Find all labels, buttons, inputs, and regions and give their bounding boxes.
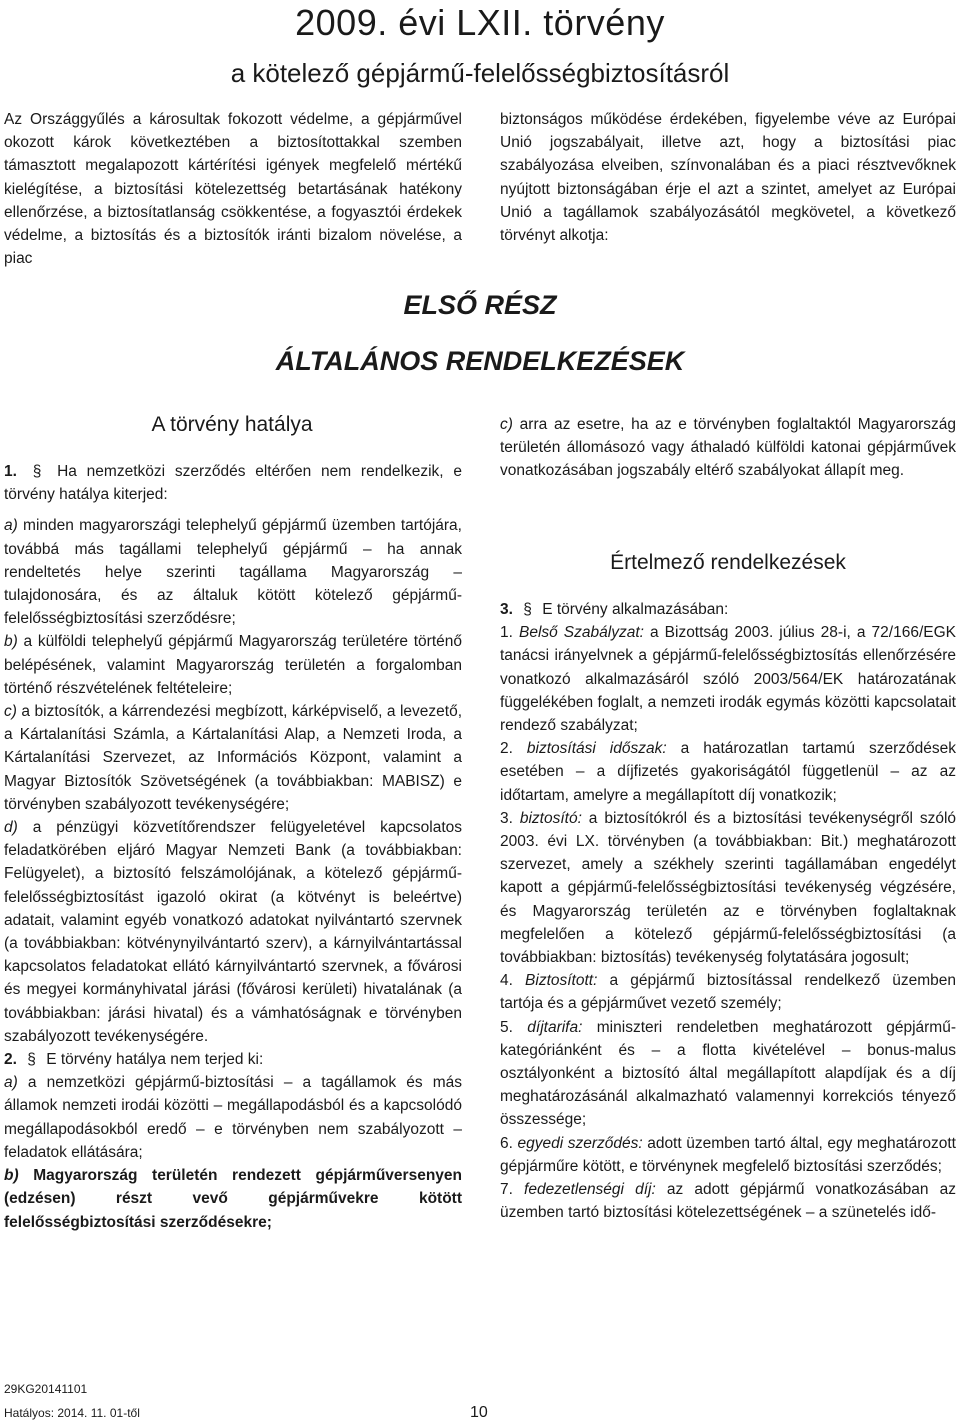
definition-term: egyedi szerződés: bbox=[517, 1134, 643, 1152]
section-2-number: 2. bbox=[4, 1051, 17, 1069]
footer-code: 29KG20141101 bbox=[4, 1382, 88, 1396]
definition-number: 4. bbox=[500, 972, 526, 990]
right-column bbox=[500, 413, 956, 483]
definition-text: a határozatlan tartamú szerződések esetében – a díjfizetés gyakoriságától függetlenül – az az időtartam, amelyre a megállapított díj vonatkozik; bbox=[500, 740, 957, 804]
section-1-item-b bbox=[4, 630, 462, 700]
definition-text: adott üzemben tartó által, egy meghatározott gépjárműre kötött, e törvénynek megfelelő biztosítási szerződés; bbox=[500, 1134, 956, 1175]
section-2-intro bbox=[4, 1048, 462, 1071]
item-text: a külföldi telephelyű gépjármű Magyarország területére történő belépésének, valamint Magyarország területén a forgalomban történő részvételének feltételeire; bbox=[4, 633, 462, 697]
preamble-left-text: Az Országgyűlés a károsultak fokozott védelme, a gépjárművel okozott károk következtében a biztosítottakkal szemben támasztott megalapozott kártérítési igények megfelelő mértékű kielégítése, a biztosítási kötelezettség betartásának hatékony ellenőrzése, a biztosítatlanság csökkentése, a fogyasztói érdekek védelme, a biztosítás és a biztosítók iránti bizalom növelése, a piac bbox=[4, 111, 462, 268]
preamble-right bbox=[500, 108, 956, 247]
definition-item bbox=[500, 1132, 956, 1178]
document-title: 2009. évi LXII. törvény bbox=[295, 2, 665, 43]
heading-definitions: Értelmező rendelkezések bbox=[610, 551, 846, 574]
definition-text: a gépjármű biztosítással rendelkező üzemben tartója és a gépjárművet vezető személy; bbox=[500, 972, 957, 1013]
definition-text: a Bizottság 2003. július 28-i, a 72/166/EGK tanácsi irányelvnek a gépjármű-felelősségbiztosítás ellenőrzésére vonatkozó alkalmazásáról szóló 2003/564/EK határozatának függelékében foglalt, a nemzeti irodák egymás közötti kapcsolatait rendező szabályzat; bbox=[500, 624, 956, 735]
section-3-intro-text: E törvény alkalmazásában: bbox=[542, 601, 729, 618]
item-text: a pénzügyi közvetítőrendszer felügyeletével kapcsolatos feladatkörében eljáró Magyar Nemzeti Bank (a továbbiakban: Felügyelet), a biztosító felszámolójának, a kötelező gépjármű-felelősségbiztosítást igazoló okirat (a kötvényt is beleértve) adatait, valamint egyéb vonatkozó adatokat nyilvántartó szervnek (a továbbiakban: kötvénynyilvántartó szerv), a kárnyilvántartással kapcsolatos feladatokat ellátó kárnyilvántartó szervnek, a fővárosi és megyei kormányhivatal járási (fővárosi kerületi) hivatalának (a továbbiakban: járási hivatal) és a vámhatóságnak e törvényben szabályozott tevékenységére. bbox=[4, 819, 462, 1045]
definition-term: Biztosított: bbox=[525, 972, 598, 990]
definition-number: 1. bbox=[500, 624, 519, 642]
definition-item bbox=[500, 807, 956, 969]
definition-term: Belső Szabályzat: bbox=[518, 624, 644, 642]
part-subtitle: ÁLTALÁNOS RENDELKEZÉSEK bbox=[275, 346, 685, 376]
definitions-list bbox=[500, 621, 956, 1224]
definition-item bbox=[500, 969, 956, 1015]
definition-text: a biztosítókról és a biztosítási tevékenységről szóló 2003. évi LX. törvényben (a továbbiakban: Bit.) meghatározott szervezet, amely a székhely szerinti tagállamában engedélyt kapott a gépjármű-felelősségbiztosítási tevékenység végzésére, és Magyarország területén az e törvényben foglaltaknak megfelelően a kötelező gépjármű-felelősségbiztosítási (a továbbiakban: biztosítás) tevékenység folytatására jogosult; bbox=[500, 809, 957, 967]
definition-item bbox=[500, 737, 956, 807]
preamble-right-text: biztonságos működése érdekében, figyelembe véve az Európai Unió jogszabályait, illetve azt, hogy a biztosítási piac szabályozása elveiben, színvonalában és a piaci résztvevőknek nyújtott biztonságában érje el azt a szintet, amelyet az Európai Unió a tagállamok szabályozásától megkövetel, a következő törvényt alkotja: bbox=[500, 111, 956, 245]
item-letter: d) bbox=[4, 819, 18, 837]
definition-term: biztosítási időszak: bbox=[526, 740, 667, 758]
section-2-intro-text: E törvény hatálya nem terjed ki: bbox=[46, 1051, 264, 1069]
definition-number: 2. bbox=[500, 740, 527, 758]
section-1-item-a bbox=[4, 514, 462, 630]
item-text: arra az esetre, ha az e törvényben foglaltaktól Magyarország területén állomásozó vagy áthaladó külföldi katonai gépjárművek vonatkozásában jogszabály eltérő szabályokat állapít meg. bbox=[500, 416, 956, 480]
definition-item bbox=[500, 621, 956, 737]
page-number: 10 bbox=[470, 1404, 488, 1421]
section-1-intro bbox=[4, 460, 462, 506]
definition-number: 3. bbox=[500, 809, 520, 827]
item-text: a biztosítók, a kárrendezési megbízott, kárképviselő, a levezető, a Kártalanítási Számla, a Kártalanítási Alap, a Nemzeti Iroda, a Kártalanítási Szervezet, az Információs Központ, valamint a Magyar Biztosítók Szövetségének (a továbbiakban: MABISZ) e törvényben szabályozott tevékenységére; bbox=[4, 703, 462, 813]
section-1-item-d bbox=[4, 816, 462, 1048]
section-3-number: 3. bbox=[500, 601, 513, 618]
item-letter: a) bbox=[4, 517, 18, 535]
item-text: minden magyarországi telephelyű gépjármű üzemben tartójára, továbbá más tagállami telephelyű gépjármű – ha annak rendeltetés helye szerinti tagállama Magyarország – tulajdonosára, és az általuk kötött kötelező gépjármű-felelősségbiztosítási szerződésre; bbox=[4, 517, 462, 628]
section-3-intro bbox=[500, 598, 956, 621]
item-letter: c) bbox=[4, 703, 17, 721]
item-letter: c) bbox=[500, 416, 513, 433]
item-letter: a) bbox=[4, 1074, 18, 1092]
item-letter: b) bbox=[4, 1167, 19, 1185]
document-subtitle: a kötelező gépjármű-felelősségbiztosításról bbox=[230, 58, 730, 88]
definition-item bbox=[500, 1178, 956, 1224]
definitions-column bbox=[500, 598, 956, 1224]
definition-item bbox=[500, 1016, 956, 1132]
preamble-left bbox=[4, 108, 462, 270]
definition-number: 5. bbox=[500, 1018, 528, 1036]
definition-term: díjtarifa: bbox=[527, 1018, 583, 1036]
section-1-intro-text: Ha nemzetközi szerződés eltérően nem rendelkezik, e törvény hatálya kiterjed: bbox=[4, 463, 462, 504]
section-sign: § bbox=[32, 463, 42, 480]
section-2-item-b bbox=[4, 1164, 462, 1234]
footer-valid: Hatályos: 2014. 11. 01-től bbox=[4, 1406, 140, 1420]
section-2-item-a bbox=[4, 1071, 462, 1164]
definition-term: biztosító: bbox=[519, 809, 582, 827]
definition-number: 7. bbox=[500, 1181, 525, 1199]
definition-text: miniszteri rendeletben meghatározott gépjármű-kategóriánként és – a flotta kivételével – bonus-malus osztályonként a biztosító által megállapított alapdíjak és a díj meghatározásánál alkalmazható valamennyi korrekciós tényező összessége; bbox=[500, 1018, 957, 1129]
section-2-item-c bbox=[500, 413, 956, 483]
item-letter: b) bbox=[4, 633, 18, 651]
section-sign: § bbox=[523, 601, 532, 618]
part-title: ELSŐ RÉSZ bbox=[403, 290, 557, 320]
left-column bbox=[4, 460, 462, 1234]
item-text: Magyarország területén rendezett gépjárműversenyen (edzésen) részt vevő gépjárművekre kötött felelősségbiztosítási szerződésekre; bbox=[4, 1167, 462, 1231]
heading-scope: A törvény hatálya bbox=[151, 413, 313, 436]
definition-text: az adott gépjármű vonatkozásában az üzemben tartó biztosítási kötelezettségének – a szünetelés idő- bbox=[500, 1181, 956, 1222]
definition-term: fedezetlenségi díj: bbox=[524, 1181, 656, 1199]
definition-number: 6. bbox=[500, 1134, 518, 1152]
section-sign: § bbox=[27, 1051, 36, 1069]
item-text: a nemzetközi gépjármű-biztosítási – a tagállamok és más államok nemzeti irodái közötti – megállapodásból és a kapcsolódó megállapodásokból eredő – e törvényben nem szabályozott – feladatok ellátására; bbox=[4, 1074, 462, 1161]
section-1-number: 1. bbox=[4, 463, 17, 480]
section-1-item-c bbox=[4, 700, 462, 816]
